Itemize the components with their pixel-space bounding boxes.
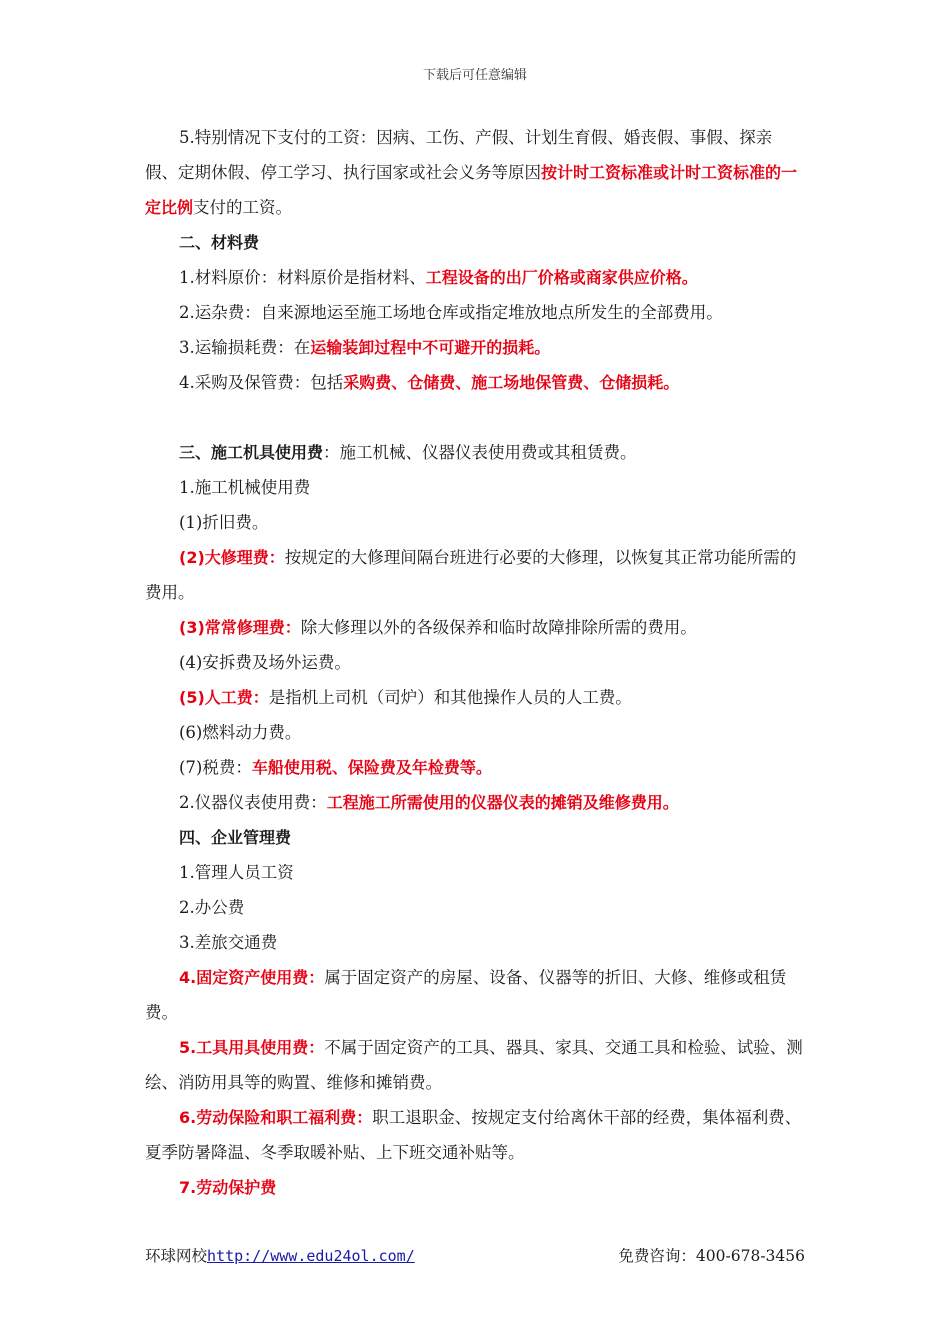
paragraph (145, 470, 805, 505)
body-text: (1)折旧费。 (179, 513, 269, 532)
body-text: (6)燃料动力费。 (179, 723, 302, 742)
footer-left (145, 1244, 415, 1266)
body-text: 按规定的大修理间隔台班进行必要的大修理，以恢复其正常功能所需的费用。 (145, 548, 797, 602)
body-text: (7)税费： (179, 758, 252, 777)
paragraph (145, 785, 805, 820)
body-text: 1.材料原价：材料原价是指材料、 (179, 268, 426, 287)
paragraph (145, 435, 805, 470)
body-text: 2.运杂费：自来源地运至施工场地仓库或指定堆放地点所发生的全部费用。 (179, 303, 723, 322)
highlight-text: 运输装卸过程中不可避开的损耗。 (310, 338, 551, 357)
paragraph (145, 260, 805, 295)
footer-consult: 免费咨询：400-678-3456 (618, 1247, 805, 1265)
page-footer (145, 1244, 805, 1268)
body-text: 3.运输损耗费：在 (179, 338, 311, 357)
body-text: 3.差旅交通费 (179, 933, 278, 952)
paragraph (145, 1030, 805, 1100)
section-heading: 二、材料费 (179, 233, 260, 252)
body-text: 1.施工机械使用费 (179, 478, 311, 497)
highlight-text: 6.劳动保险和职工福利费： (179, 1108, 373, 1127)
paragraph (145, 610, 805, 645)
body-text: 职工退职金、按规定支付给离休干部的经费，集体福利费、夏季防暑降温、冬季取暖补贴、上下班交通补贴等。 (145, 1108, 802, 1162)
paragraph (145, 855, 805, 890)
body-text: 除大修理以外的各级保养和临时故障排除所需的费用。 (300, 618, 697, 637)
body-text: 4.采购及保管费：包括 (179, 373, 344, 392)
body-text: 不属于固定资产的工具、器具、家具、交通工具和检验、试验、测绘、消防用具等的购置、维修和摊销费。 (145, 1038, 803, 1092)
body-text: 2.仪器仪表使用费： (179, 793, 327, 812)
paragraph (145, 225, 805, 260)
body-text: 是指机上司机（司炉）和其他操作人员的人工费。 (268, 688, 632, 707)
highlight-text: 5.工具用具使用费： (179, 1038, 325, 1057)
highlight-text: 4.固定资产使用费： (179, 968, 325, 987)
footer-link[interactable]: http://www.edu24ol.com/ (207, 1247, 415, 1265)
highlight-text: 车船使用税、保险费及年检费等。 (251, 758, 492, 777)
highlight-text: 工程设备的出厂价格或商家供应价格。 (425, 268, 698, 287)
paragraph (145, 120, 805, 225)
footer-school: 环球网校 (145, 1247, 208, 1265)
document-body (145, 120, 805, 1205)
highlight-text: (5)人工费： (179, 688, 269, 707)
highlight-text: 采购费、仓储费、施工场地保管费、仓储损耗。 (343, 373, 680, 392)
body-text: (4)安拆费及场外运费。 (179, 653, 351, 672)
body-text: 2.办公费 (179, 898, 245, 917)
paragraph (145, 1100, 805, 1170)
paragraph (145, 715, 805, 750)
body-text: 1.管理人员工资 (179, 863, 294, 882)
paragraph (145, 925, 805, 960)
paragraph (145, 365, 805, 400)
highlight-text: (2)大修理费： (179, 548, 285, 567)
highlight-text: 工程施工所需使用的仪器仪表的摊销及维修费用。 (326, 793, 679, 812)
body-text: 5.特别情况下支付的工资：因病、工伤、产假、计划生育假、婚丧假、事假、探亲假、定期休假、停工学习、执行国家或社会义务等原因 (145, 128, 773, 182)
blank-line (145, 400, 805, 435)
paragraph (145, 645, 805, 680)
paragraph (145, 750, 805, 785)
paragraph (145, 330, 805, 365)
body-text: ：施工机械、仪器仪表使用费或其租赁费。 (323, 443, 637, 462)
page-header: 下载后可任意编辑 (422, 68, 527, 83)
paragraph (145, 960, 805, 1030)
paragraph (145, 540, 805, 610)
body-text: 属于固定资产的房屋、设备、仪器等的折旧、大修、维修或租赁费。 (145, 968, 787, 1022)
highlight-text: 按计时工资标准或计时工资标准的一定比例 (145, 163, 798, 217)
paragraph (145, 820, 805, 855)
body-text: 支付的工资。 (193, 198, 293, 217)
paragraph (145, 680, 805, 715)
section-heading: 三、施工机具使用费 (179, 443, 324, 462)
paragraph (145, 505, 805, 540)
paragraph (145, 295, 805, 330)
highlight-text: 7.劳动保护费 (179, 1178, 277, 1197)
highlight-text: (3)常常修理费： (179, 618, 301, 637)
paragraph (145, 1170, 805, 1205)
section-heading: 四、企业管理费 (179, 828, 292, 847)
paragraph (145, 890, 805, 925)
